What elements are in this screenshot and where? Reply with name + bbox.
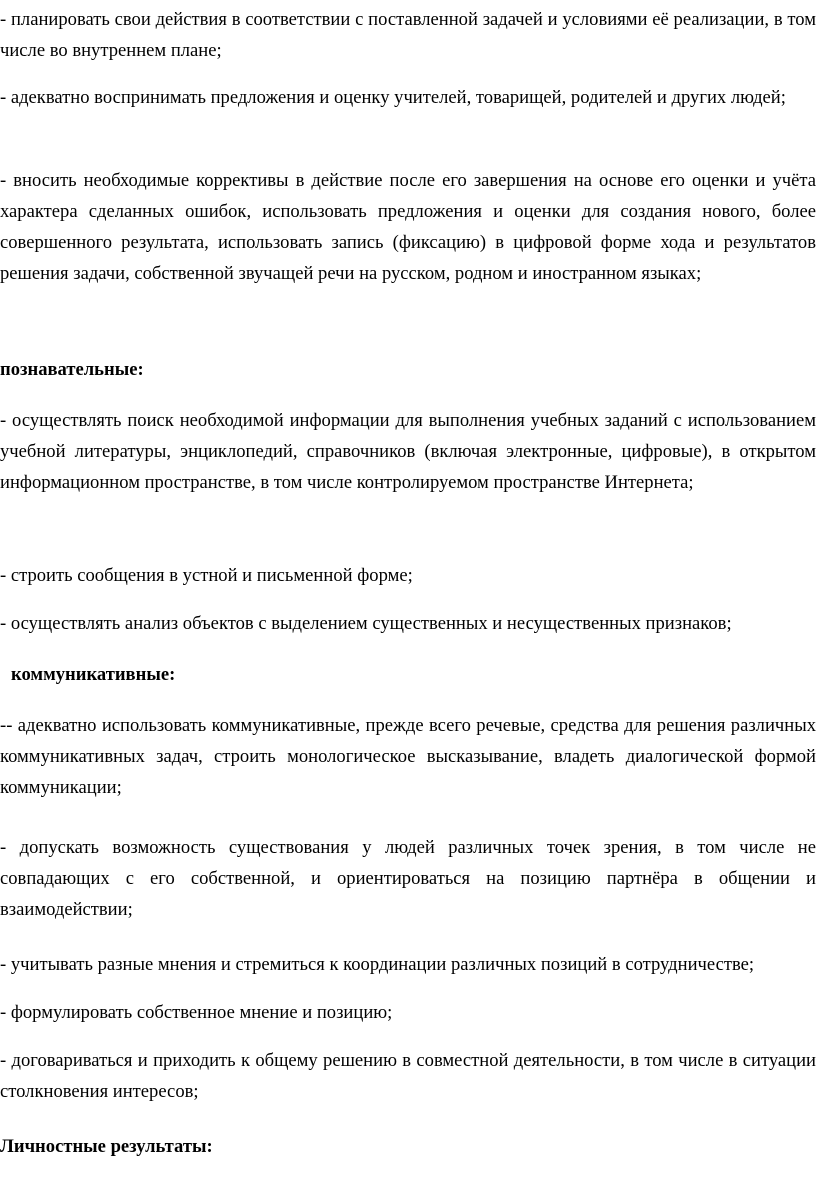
- paragraph-perceive-feedback: - адекватно воспринимать предложения и оценку учителей, товарищей, родителей и других людей;: [0, 87, 786, 108]
- paragraph-search-information: - осуществлять поиск необходимой информации для выполнения учебных заданий с использованием учебной литературы, энциклопедий, справочников (включая электронные, цифровые), в открытом информационном пространстве, в том числе контролируемом пространстве Интернета;: [0, 410, 816, 493]
- paragraph-use-communicative-means: -- адекватно использовать коммуникативные, прежде всего речевые, средства для решения различных коммуникативных задач, строить монологическое высказывание, владеть диалогической формой коммуникации;: [0, 715, 816, 798]
- paragraph-consider-opinions: - учитывать разные мнения и стремиться к координации различных позиций в сотрудничестве;: [0, 954, 755, 975]
- heading-cognitive: познавательные:: [0, 359, 144, 380]
- heading-personal-results: Личностные результаты:: [0, 1136, 213, 1157]
- paragraph-plan-actions: - планировать свои действия в соответствии с поставленной задачей и условиями её реализации, в том числе во внутреннем плане;: [0, 9, 816, 61]
- paragraph-analyze-objects: - осуществлять анализ объектов с выделением существенных и несущественных признаков;: [0, 613, 732, 634]
- paragraph-negotiate: - договариваться и приходить к общему решению в совместной деятельности, в том числе в ситуации столкновения интересов;: [0, 1050, 816, 1102]
- paragraph-make-corrections: - вносить необходимые коррективы в действие после его завершения на основе его оценки и учёта характера сделанных ошибок, использовать предложения и оценки для создания нового, более совершенного результата, использовать запись (фиксацию) в цифровой форме хода и результатов решения задачи, собственной звучащей речи на русском, родном и иностранном языках;: [0, 170, 816, 284]
- heading-communicative: коммуникативные:: [11, 664, 176, 685]
- paragraph-formulate-opinion: - формулировать собственное мнение и позицию;: [0, 1002, 393, 1023]
- paragraph-allow-different-views: - допускать возможность существования у людей различных точек зрения, в том числе не совпадающих с его собственной, и ориентироваться на позицию партнёра в общении и взаимодействии;: [0, 837, 816, 920]
- paragraph-build-messages: - строить сообщения в устной и письменной форме;: [0, 565, 413, 586]
